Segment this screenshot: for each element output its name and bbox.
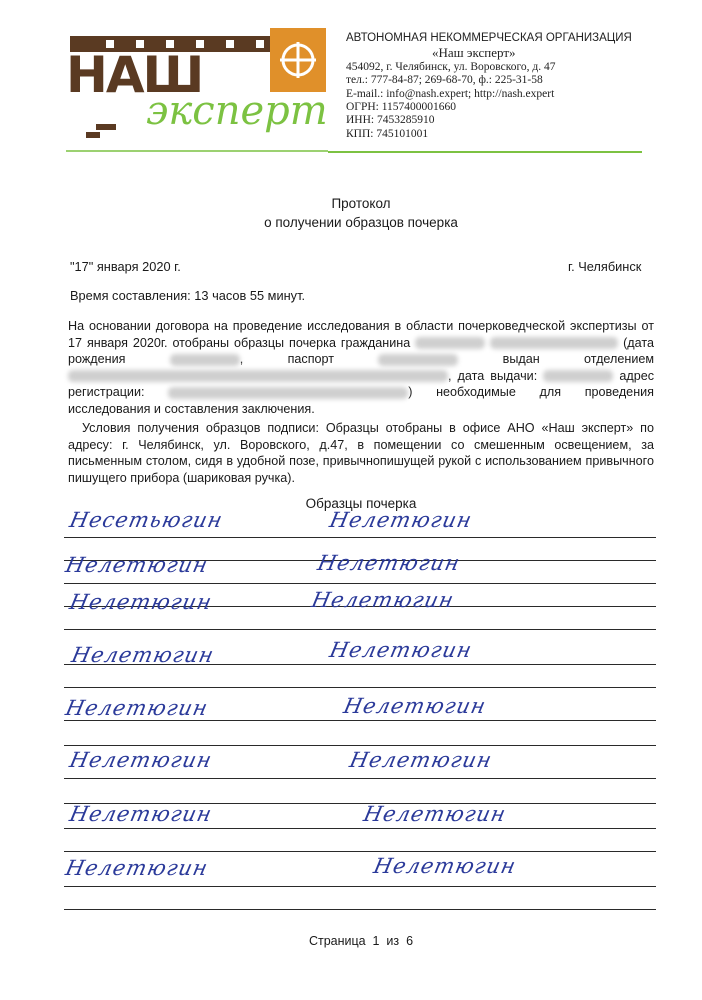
org-address: 454092, г. Челябинск, ул. Воровского, д. 47 <box>346 60 556 73</box>
handwriting-sample: Нелетюгин <box>67 748 215 772</box>
redacted-passport <box>378 354 458 366</box>
org-email: E-mail.: info@nash.expert; http://nash.expert <box>346 87 555 100</box>
handwriting-sample: Несетьюгин <box>67 508 226 532</box>
redacted-name <box>415 337 485 349</box>
logo-word-nash: НАШ <box>66 46 203 104</box>
doc-time: Время составления: 13 часов 55 минут. <box>70 288 306 303</box>
handwriting-sample: Нелетюгин <box>327 508 475 532</box>
logo-word-expert: эксперт <box>146 88 328 134</box>
handwriting-sample: Нелетюгин <box>67 590 215 614</box>
rule-line <box>64 687 656 688</box>
org-inn: ИНН: 7453285910 <box>346 114 435 127</box>
basis-text-1: На основании договора на проведение исследования в области почерковедческой экспертизы от 17 января 2020г. отобраны образцы почерка гражданина <box>68 319 654 350</box>
handwriting-sample: Нелетюгин <box>63 696 211 720</box>
rule-line <box>64 909 656 910</box>
basis-text-5: , дата выдачи: <box>448 368 538 383</box>
redacted-issue-date <box>543 370 613 382</box>
redacted-birthdate <box>170 354 240 366</box>
handwriting-sample: Нелетюгин <box>361 802 509 826</box>
org-type: АВТОНОМНАЯ НЕКОММЕРЧЕСКАЯ ОРГАНИЗАЦИЯ <box>346 32 632 44</box>
rule-line <box>64 583 656 584</box>
handwriting-sample: Нелетюгин <box>63 856 211 880</box>
handwriting-sample: Нелетюгин <box>67 802 215 826</box>
basis-text-2: (дата рождения <box>68 335 654 367</box>
handwriting-sample: Нелетюгин <box>63 553 211 577</box>
redacted-issuer <box>68 370 448 382</box>
title-line2: о получении образцов почерка <box>264 215 458 230</box>
basis-text-7: ) необходимые для проведения исследования и составления заключения. <box>68 385 654 416</box>
org-ogrn: ОГРН: 1157400001660 <box>346 101 457 114</box>
org-name: «Наш эксперт» <box>432 45 516 61</box>
handwriting-sample: Нелетюгин <box>69 643 217 667</box>
basis-text-3: , паспорт <box>239 352 335 367</box>
samples-title: Образцы почерка <box>305 496 417 511</box>
basis-text-4: выдан отделением <box>502 352 655 367</box>
redacted-name-2 <box>490 337 618 349</box>
doc-city: г. Челябинск <box>568 259 642 274</box>
handwriting-sample: Нелетюгин <box>309 588 457 612</box>
handwriting-sample: Нелетюгин <box>315 551 463 575</box>
rule-line <box>64 745 656 746</box>
paragraph-conditions: Условия получения образцов подписи: Образцы отобраны в офисе АНО «Наш эксперт» по адресу: г. Челябинск, ул. Воровского, д.47, в помещении со смешенным освещением, за письменным столом, сидя в удобной позе, привычнопишущей рукой с использованием привычного пишущего прибора (шариковая ручка). <box>68 421 654 485</box>
rule-line <box>64 720 656 721</box>
header-divider <box>328 151 642 153</box>
rule-line <box>64 828 656 829</box>
page-number: Страница 1 из 6 <box>308 934 414 948</box>
title-line1: Протокол <box>331 196 391 211</box>
paragraph-basis <box>68 318 654 418</box>
rule-line <box>64 629 656 630</box>
logo <box>66 28 328 152</box>
doc-date: "17" января 2020 г. <box>70 259 181 274</box>
rule-line <box>64 778 656 779</box>
basis-text-6: адрес регистрации: <box>68 368 655 400</box>
org-kpp: КПП: 745101001 <box>346 127 429 140</box>
org-block <box>346 32 656 141</box>
handwriting-sample: Нелетюгин <box>347 748 495 772</box>
rule-line <box>64 851 656 852</box>
rule-line <box>64 886 656 887</box>
rule-line <box>64 537 656 538</box>
redacted-address <box>168 387 408 399</box>
handwriting-sample: Нелетюгин <box>327 638 475 662</box>
doc-title <box>0 194 702 232</box>
handwriting-sample: Нелетюгин <box>371 854 519 878</box>
handwriting-sample: Нелетюгин <box>341 694 489 718</box>
org-phones: тел.: 777-84-87; 269-68-70, ф.: 225-31-58 <box>346 74 543 87</box>
